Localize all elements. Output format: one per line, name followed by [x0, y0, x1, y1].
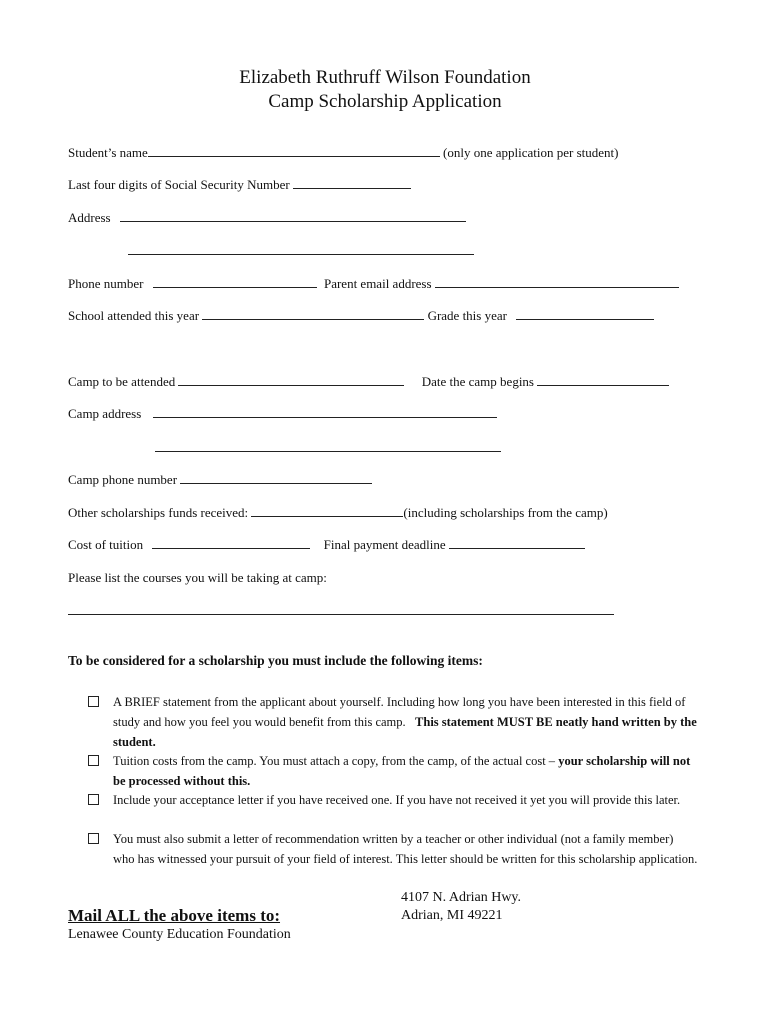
student-name-label: Student’s name [68, 145, 148, 160]
other-scholarships-blank[interactable] [251, 505, 403, 517]
checkbox-icon[interactable] [88, 696, 99, 707]
checkbox-icon[interactable] [88, 794, 99, 805]
requirement-statement-bold: This statement MUST BE neatly hand written by the student. [113, 715, 697, 749]
camp-date-blank[interactable] [537, 374, 669, 386]
camp-label: Camp to be attended [68, 374, 176, 389]
tuition-blank[interactable] [152, 537, 310, 549]
camp-row [68, 374, 669, 390]
grade-blank[interactable] [516, 308, 654, 320]
checkbox-icon[interactable] [88, 755, 99, 766]
address-blank-2[interactable] [128, 243, 474, 255]
other-scholarships-row [68, 505, 608, 521]
camp-phone-row [68, 472, 372, 488]
requirement-item-acceptance [88, 790, 698, 810]
requirement-item-statement [88, 692, 698, 752]
payment-deadline-blank[interactable] [449, 537, 585, 549]
ssn-label: Last four digits of Social Security Number [68, 177, 290, 192]
other-scholarships-label: Other scholarships funds received: [68, 505, 249, 520]
payment-deadline-label: Final payment deadline [323, 537, 446, 552]
address-row-2 [128, 243, 474, 259]
camp-address-blank-1[interactable] [153, 406, 497, 418]
school-label: School attended this year [68, 308, 200, 323]
courses-row [68, 603, 614, 619]
requirement-statement-text: A BRIEF statement from the applicant about yourself. Including how long you have been interested in this field of study and how you feel you would benefit from this camp. [113, 695, 686, 729]
student-name-row [68, 145, 619, 161]
camp-address-row-2 [155, 440, 501, 456]
tuition-row [68, 537, 585, 553]
camp-address-row [68, 406, 497, 422]
requirement-item-recommendation [88, 829, 698, 869]
phone-blank[interactable] [153, 276, 317, 288]
mailing-city: Adrian, MI 49221 [401, 908, 503, 923]
other-scholarships-note: (including scholarships from the camp) [403, 505, 608, 520]
requirement-recommendation-text: You must also submit a letter of recommendation written by a teacher or other individual (not a family member) who has witnessed your pursuit of your field of interest. This letter should be written for this scholarship application. [113, 832, 698, 866]
parent-email-blank[interactable] [435, 276, 679, 288]
ssn-row [68, 177, 411, 193]
grade-label: Grade this year [427, 308, 507, 323]
requirements-heading: To be considered for a scholarship you must include the following items: [68, 653, 483, 668]
requirement-item-tuition [88, 751, 698, 791]
parent-email-label: Parent email address [323, 276, 432, 291]
address-label: Address [68, 210, 111, 225]
address-blank-1[interactable] [120, 210, 466, 222]
requirement-acceptance-text: Include your acceptance letter if you have received one. If you have not received it yet you will provide this later. [113, 793, 681, 807]
phone-label: Phone number [68, 276, 144, 291]
camp-address-label: Camp address [68, 406, 142, 421]
phone-row [68, 276, 679, 292]
requirement-tuition-text: Tuition costs from the camp. You must attach a copy, from the camp, of the actual cost – [113, 754, 556, 768]
student-name-blank[interactable] [148, 145, 440, 157]
camp-date-label: Date the camp begins [421, 374, 534, 389]
requirement-tuition-bold: your scholarship will not be processed without this. [113, 754, 691, 788]
camp-phone-label: Camp phone number [68, 472, 178, 487]
address-row [68, 210, 466, 226]
mailing-heading: Mail ALL the above items to: [68, 906, 281, 925]
camp-address-blank-2[interactable] [155, 440, 501, 452]
school-blank[interactable] [202, 308, 424, 320]
camp-phone-blank[interactable] [180, 472, 372, 484]
school-row [68, 308, 654, 324]
mailing-street: 4107 N. Adrian Hwy. [401, 890, 522, 905]
form-title: Elizabeth Ruthruff Wilson Foundation [239, 67, 531, 88]
camp-blank[interactable] [178, 374, 404, 386]
courses-label: Please list the courses you will be taking at camp: [68, 570, 327, 585]
courses-blank[interactable] [68, 603, 614, 615]
ssn-blank[interactable] [293, 177, 411, 189]
student-name-note: (only one application per student) [443, 145, 619, 160]
tuition-label: Cost of tuition [68, 537, 144, 552]
mailing-recipient: Lenawee County Education Foundation [68, 927, 291, 942]
form-subtitle: Camp Scholarship Application [268, 91, 502, 112]
checkbox-icon[interactable] [88, 833, 99, 844]
